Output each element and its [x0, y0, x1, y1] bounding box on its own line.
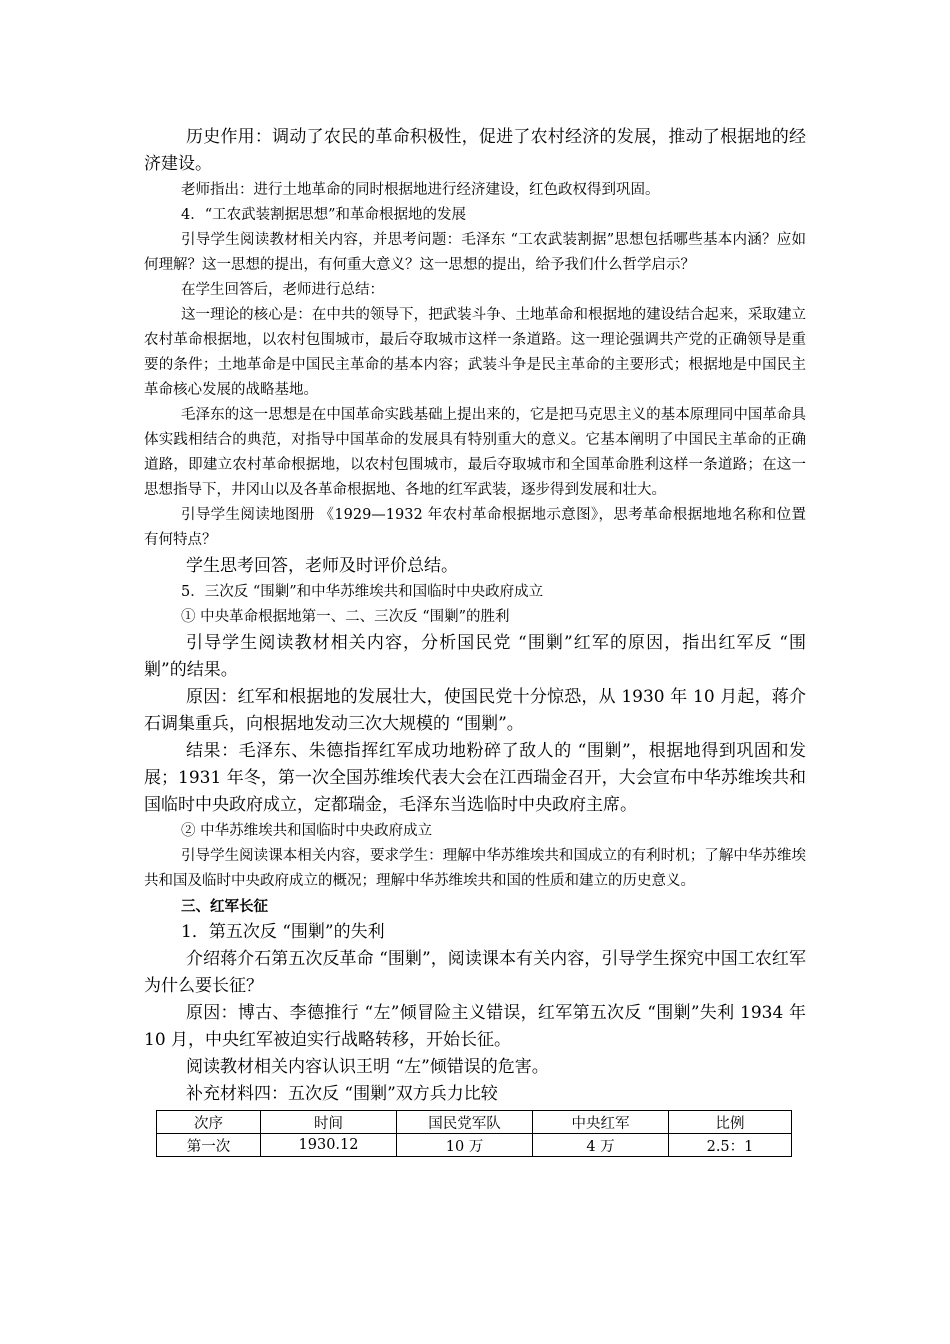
subheading-2: ② 中华苏维埃共和国临时中央政府成立 [181, 823, 433, 839]
paragraph-fifth-cause: 原因：博古、李德推行 “左”倾冒险主义错误，红军第五次反 “围剿”失利 1934 年 10 月，中央红军被迫实行战略转移，开始长征。 [144, 1003, 806, 1050]
table-header-cell: 国民党军队 [397, 1111, 533, 1134]
paragraph-analysis-guide: 引导学生阅读教材相关内容，分析国民党 “围剿”红军的原因，指出红军反 “围剿”的结果。 [144, 633, 806, 680]
section-heading-5: 5．三次反 “围剿”和中华苏维埃共和国临时中央政府成立 [181, 584, 544, 600]
table-header-cell: 时间 [261, 1111, 397, 1134]
table-cell: 2.5：1 [669, 1134, 792, 1157]
paragraph-map-reading: 引导学生阅读地图册 《1929—1932 年农村革命根据地示意图》，思考革命根据地地名称和位置有何特点？ [144, 507, 806, 548]
paragraph-theory-core: 这一理论的核心是：在中共的领导下，把武装斗争、土地革命和根据地的建设结合起来，采取建立农村革命根据地，以农村包围城市，最后夺取城市这样一条道路。这一理论强调共产党的正确领导是重要的条件；土地革命是中国民主革命的基本内容；武装斗争是民主革命的主要形式；根据地是中国民主革命核心发展的战略基地。 [144, 307, 806, 398]
table-cell: 4 万 [533, 1134, 669, 1157]
paragraph-supplement-four: 补充材料四：五次反 “围剿”双方兵力比较 [186, 1084, 498, 1104]
document-body [144, 124, 806, 1157]
paragraph-teacher-note: 老师指出：进行土地革命的同时根据地进行经济建设，红色政权得到巩固。 [181, 182, 660, 198]
paragraph-guide-questions: 引导学生阅读教材相关内容，并思考问题：毛泽东 “工农武装割据”思想包括哪些基本内涵？应如何理解？这一思想的提出，有何重大意义？这一思想的提出，给予我们什么哲学启示？ [144, 232, 806, 273]
section-heading-4: 4．“工农武装割据思想”和革命根据地的发展 [181, 207, 467, 223]
forces-comparison-table [156, 1110, 792, 1157]
table-cell: 10 万 [397, 1134, 533, 1157]
paragraph-historical-role: 历史作用：调动了农民的革命积极性，促进了农村经济的发展，推动了根据地的经济建设。 [144, 127, 806, 174]
table-cell: 1930.12 [261, 1134, 397, 1157]
section-heading-long-march: 三、红军长征 [181, 898, 268, 915]
table-header-cell: 中央红军 [533, 1111, 669, 1134]
table-cell: 第一次 [157, 1134, 261, 1157]
table-header-cell: 次序 [157, 1111, 261, 1134]
section-heading-fifth-campaign: 1．第五次反 “围剿”的失利 [181, 922, 385, 942]
table-header-row [157, 1111, 792, 1134]
paragraph-mao-thought: 毛泽东的这一思想是在中国革命实践基础上提出来的，它是把马克思主义的基本原理同中国革命具体实践相结合的典范，对指导中国革命的发展具有特别重大的意义。它基本阐明了中国民主革命的正确道路，即建立农村革命根据地，以农村包围城市，最后夺取城市和全国革命胜利这样一条道路；在这一思想指导下，井冈山以及各革命根据地、各地的红军武装，逐步得到发展和壮大。 [144, 407, 806, 498]
paragraph-wang-ming: 阅读教材相关内容认识王明 “左”倾错误的危害。 [186, 1057, 549, 1077]
table-header-cell: 比例 [669, 1111, 792, 1134]
paragraph-soviet-guide: 引导学生阅读课本相关内容，要求学生：理解中华苏维埃共和国成立的有利时机；了解中华苏维埃共和国及临时中央政府成立的概况；理解中华苏维埃共和国的性质和建立的历史意义。 [144, 848, 806, 889]
subheading-1: ① 中央革命根据地第一、二、三次反 “围剿”的胜利 [181, 609, 510, 625]
paragraph-student-answer: 学生思考回答，老师及时评价总结。 [186, 556, 458, 576]
table-row [157, 1134, 792, 1157]
paragraph-summary-intro: 在学生回答后，老师进行总结： [181, 282, 384, 298]
paragraph-intro-fifth-campaign: 介绍蒋介石第五次反革命 “围剿”，阅读课本有关内容，引导学生探究中国工农红军为什么要长征？ [144, 949, 806, 996]
paragraph-result: 结果：毛泽东、朱德指挥红军成功地粉碎了敌人的 “围剿”，根据地得到巩固和发展；1931 年冬，第一次全国苏维埃代表大会在江西瑞金召开，大会宣布中华苏维埃共和国临时中央政府成立，定都瑞金，毛泽东当选临时中央政府主席。 [144, 741, 806, 815]
paragraph-cause: 原因：红军和根据地的发展壮大，使国民党十分惊恐，从 1930 年 10 月起，蒋介石调集重兵，向根据地发动三次大规模的 “围剿”。 [144, 687, 806, 734]
